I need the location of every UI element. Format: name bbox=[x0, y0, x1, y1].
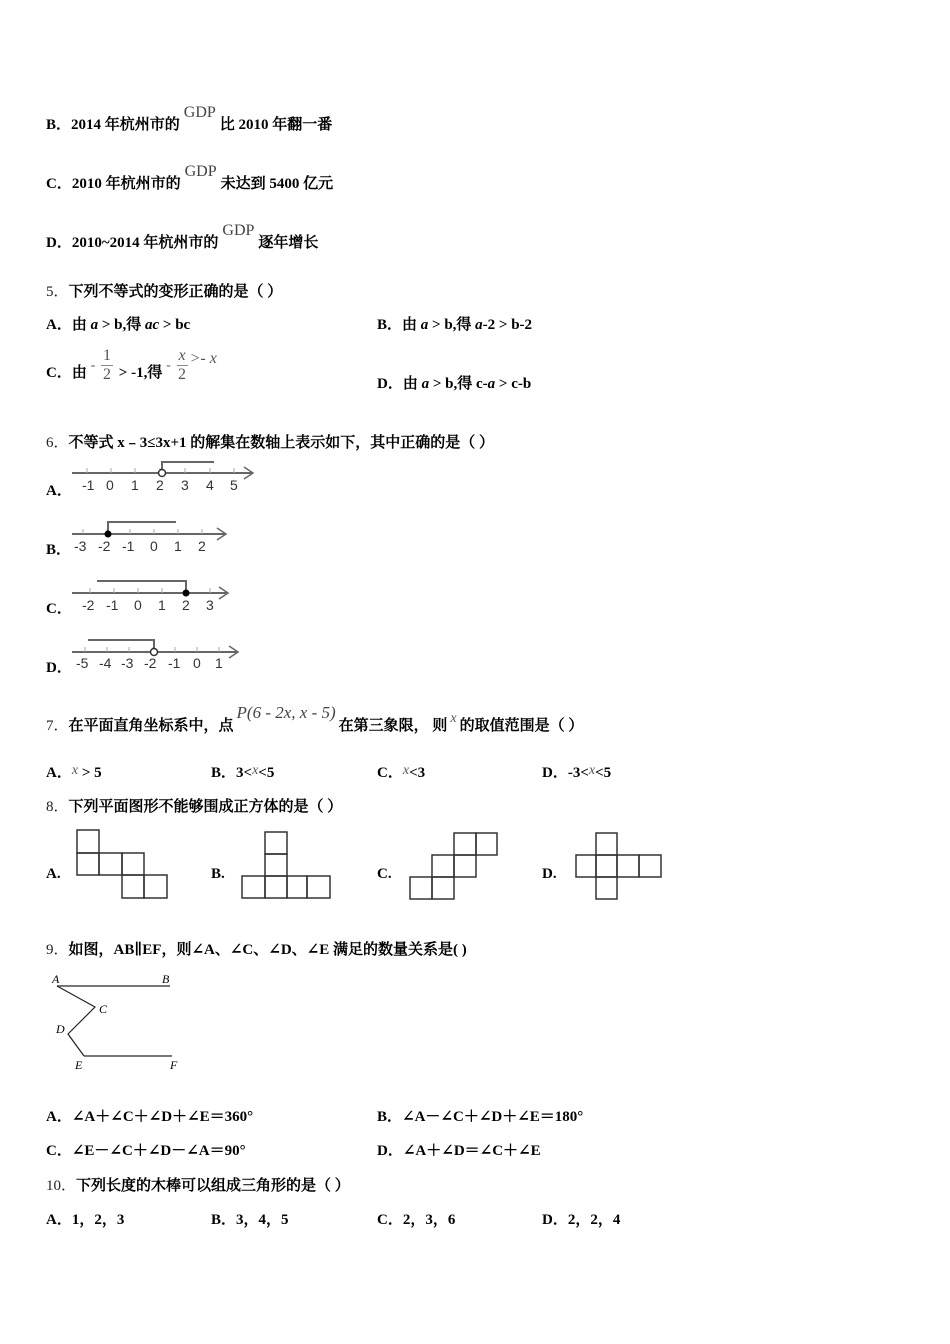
option-label: B． bbox=[46, 117, 72, 133]
svg-text:-1: -1 bbox=[122, 538, 135, 554]
q7-option-a: A．x > 5 bbox=[46, 763, 102, 781]
svg-text:0: 0 bbox=[193, 655, 201, 671]
svg-text:2: 2 bbox=[198, 538, 206, 554]
q10-option-b: B．3，4，5 bbox=[211, 1212, 289, 1228]
q9-stem: 9．如图，AB∥EF，则∠A、∠C、∠D、∠E 满足的数量关系是( ) bbox=[46, 942, 467, 958]
parallel-lines-figure bbox=[46, 968, 196, 1078]
option-label: C． bbox=[46, 176, 72, 192]
q6-option-a-label: A． bbox=[46, 483, 72, 499]
q5-option-c: C．由 - $\frac{1}{2}$ > -1,得 - $\frac{x}{2}$ >- x bbox=[46, 347, 217, 383]
q9-option-a: A．∠A＋∠C＋∠D＋∠E＝360° bbox=[46, 1109, 254, 1125]
svg-text:5: 5 bbox=[230, 477, 238, 493]
svg-text:-1: -1 bbox=[106, 597, 119, 613]
svg-text:0: 0 bbox=[134, 597, 142, 613]
svg-text:C: C bbox=[99, 1002, 108, 1016]
svg-text:0: 0 bbox=[106, 477, 114, 493]
q9-option-d: D．∠A＋∠D＝∠C＋∠E bbox=[377, 1143, 541, 1159]
q8-option-a-label: A. bbox=[46, 866, 61, 882]
svg-text:-1: -1 bbox=[82, 477, 95, 493]
q10-option-d: D．2，2，4 bbox=[542, 1212, 621, 1228]
point-expression: P(6 - 2x, x - 5) bbox=[236, 703, 336, 722]
question-number: 6． bbox=[46, 435, 69, 451]
q7-option-b: B．3<x<5 bbox=[211, 763, 275, 781]
svg-text:1: 1 bbox=[174, 538, 182, 554]
svg-text:1: 1 bbox=[131, 477, 139, 493]
number-line-b bbox=[72, 518, 242, 554]
svg-text:A: A bbox=[52, 972, 60, 986]
q6-stem: 6．不等式 x﹣3≤3x+1 的解集在数轴上表示如下，其中正确的是（ ） bbox=[46, 435, 495, 451]
cube-net-d bbox=[575, 831, 670, 901]
q6-option-b-label: B． bbox=[46, 542, 72, 558]
q4-option-d: D．2010~2014 年杭州市的GDP逐年增长 bbox=[46, 222, 319, 251]
svg-text:-1: -1 bbox=[168, 655, 181, 671]
question-number: 9． bbox=[46, 942, 69, 958]
q10-option-c: C．2，3，6 bbox=[377, 1212, 456, 1228]
q6-option-c-label: C． bbox=[46, 601, 72, 617]
q8-stem: 8．下列平面图形不能够围成正方体的是（ ） bbox=[46, 799, 343, 815]
q8-option-c-label: C. bbox=[377, 866, 392, 882]
svg-text:2: 2 bbox=[182, 597, 190, 613]
svg-text:E: E bbox=[75, 1058, 83, 1072]
q7-stem: 7．在平面直角坐标系中，点P(6 - 2x, x - 5)在第三象限， 则 x 的取值范围是（ ） bbox=[46, 703, 584, 734]
q7-option-c: C．x<3 bbox=[377, 763, 426, 781]
number-line-a bbox=[72, 458, 262, 494]
cube-net-a bbox=[76, 829, 171, 901]
svg-text:3: 3 bbox=[206, 597, 214, 613]
svg-text:-5: -5 bbox=[76, 655, 89, 671]
cube-net-c bbox=[408, 831, 503, 901]
number-line-d bbox=[72, 635, 252, 671]
q10-stem: 10．下列长度的木棒可以组成三角形的是（ ） bbox=[46, 1178, 350, 1194]
q5-option-a: A．由 a > b,得 ac > bc bbox=[46, 317, 191, 333]
option-label: D． bbox=[46, 235, 72, 251]
svg-text:D: D bbox=[56, 1022, 65, 1036]
svg-text:-4: -4 bbox=[99, 655, 112, 671]
q5-option-d: D．由 a > b,得 c-a > c-b bbox=[377, 376, 532, 392]
svg-text:1: 1 bbox=[158, 597, 166, 613]
svg-text:-2: -2 bbox=[98, 538, 111, 554]
q9-option-b: B．∠A－∠C＋∠D＋∠E＝180° bbox=[377, 1109, 584, 1125]
svg-text:-2: -2 bbox=[82, 597, 95, 613]
svg-text:4: 4 bbox=[206, 477, 214, 493]
svg-text:1: 1 bbox=[215, 655, 223, 671]
question-number: 8． bbox=[46, 799, 69, 815]
q6-option-d-label: D． bbox=[46, 660, 72, 676]
fraction-x-half: $\frac{x}{2}$ bbox=[178, 347, 187, 383]
question-number: 7． bbox=[46, 718, 69, 734]
fraction-one-half: $\frac{1}{2}$ bbox=[103, 347, 112, 383]
cube-net-b bbox=[241, 831, 336, 901]
svg-text:F: F bbox=[170, 1058, 178, 1072]
q8-option-d-label: D. bbox=[542, 866, 557, 882]
q5-stem: 5．下列不等式的变形正确的是（ ） bbox=[46, 284, 283, 300]
svg-text:0: 0 bbox=[150, 538, 158, 554]
q7-option-d: D．-3<x<5 bbox=[542, 763, 612, 781]
q10-option-a: A．1，2，3 bbox=[46, 1212, 125, 1228]
svg-text:3: 3 bbox=[181, 477, 189, 493]
svg-text:B: B bbox=[162, 972, 170, 986]
svg-text:2: 2 bbox=[156, 477, 164, 493]
q4-option-c: C．2010 年杭州市的GDP未达到 5400 亿元 bbox=[46, 163, 334, 192]
number-line-c bbox=[72, 577, 242, 613]
svg-text:-3: -3 bbox=[74, 538, 87, 554]
q4-option-b: B．2014 年杭州市的GDP比 2010 年翻一番 bbox=[46, 104, 333, 133]
q5-option-b: B．由 a > b,得 a-2 > b-2 bbox=[377, 317, 533, 333]
question-number: 5． bbox=[46, 284, 69, 300]
q9-option-c: C．∠E－∠C＋∠D－∠A＝90° bbox=[46, 1143, 246, 1159]
question-number: 10． bbox=[46, 1178, 77, 1194]
svg-text:-2: -2 bbox=[144, 655, 157, 671]
svg-text:-3: -3 bbox=[121, 655, 134, 671]
q8-option-b-label: B. bbox=[211, 866, 225, 882]
